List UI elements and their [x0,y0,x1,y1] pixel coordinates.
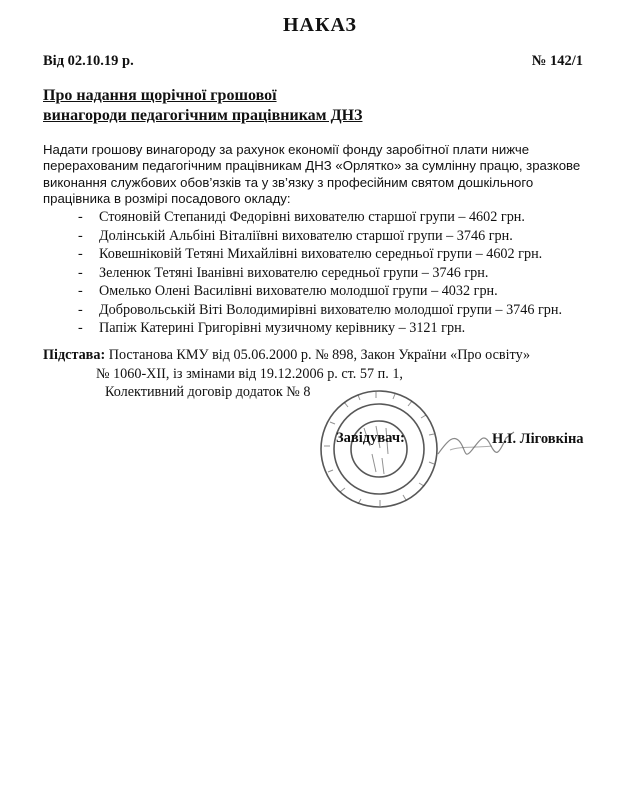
document-title: НАКАЗ [282,14,357,36]
list-dash: - [78,209,83,225]
list-item [78,264,562,283]
intro-line-1: Надати грошову винагороду за рахунок економії фонду заробітної плати нижче [43,142,530,157]
basis-text-1: Постанова КМУ від 05.06.2000 р. № 898, Закон України «Про освіту» [105,347,531,363]
basis-label: Підстава: [43,347,106,363]
recipient-text: Стояновій Степаниді Федорівні вихователю старшої групи – 4602 грн. [99,209,525,225]
signatory-label: Завідувач: [336,430,405,446]
date-number-line [43,53,583,70]
recipient-text: Добровольській Віті Володимирівні вихователю молодшої групи – 3746 грн. [99,301,563,318]
list-dash: - [78,246,83,262]
recipients-list [78,208,562,338]
recipient-text: Омелько Олені Василівні вихователю молодшої групи – 4032 грн. [99,283,498,299]
order-intro [43,142,593,207]
subject-line-1: Про надання щорічної грошової [43,87,277,104]
recipient-text: Папіж Катерині Григорівні музичному керівнику – 3121 грн. [99,320,466,336]
basis-line-2: № 1060-ХІІ, із змінами від 19.12.2006 р. ст. 57 п. 1, [96,365,403,382]
list-item [78,301,562,320]
official-seal-stamp [318,388,440,510]
list-item [78,245,562,264]
list-dash: - [78,227,83,244]
basis-line-3: Колективний договір додаток № 8 [105,384,311,400]
order-subject [43,86,362,126]
list-item [78,227,562,246]
recipient-text: Ковешніковій Тетяні Михайлівні вихователю середньої групи – 4602 грн. [99,246,543,262]
intro-line-4: працівника в розмірі посадового окладу: [43,190,291,206]
intro-line-3: виконання службових обов’язків та у зв’язку з професійним святом дошкільного [43,174,534,190]
order-date: Від 02.10.19 р. [43,53,134,69]
intro-line-2: перерахованим педагогічним працівникам ДНЗ «Орлятко» за сумлінну працю, зразкове [43,158,581,174]
order-number: № 142/1 [531,53,583,69]
recipient-text: Зеленюк Тетяні Іванівні вихователю середньої групи – 3746 грн. [99,264,489,281]
signatory-name: Н.І. Лiговкiна [492,431,584,447]
list-item [78,208,562,227]
list-dash: - [78,283,83,299]
recipient-text: Долінській Альбіні Віталіївні вихователю старшої групи – 3746 грн. [99,227,513,244]
list-dash: - [78,264,83,281]
subject-line-2: винагороди педагогічним працівникам ДНЗ [43,107,363,124]
basis-line-1 [43,346,603,365]
list-item [78,282,562,301]
list-item [78,319,562,338]
list-dash: - [78,301,83,318]
list-dash: - [78,320,83,336]
